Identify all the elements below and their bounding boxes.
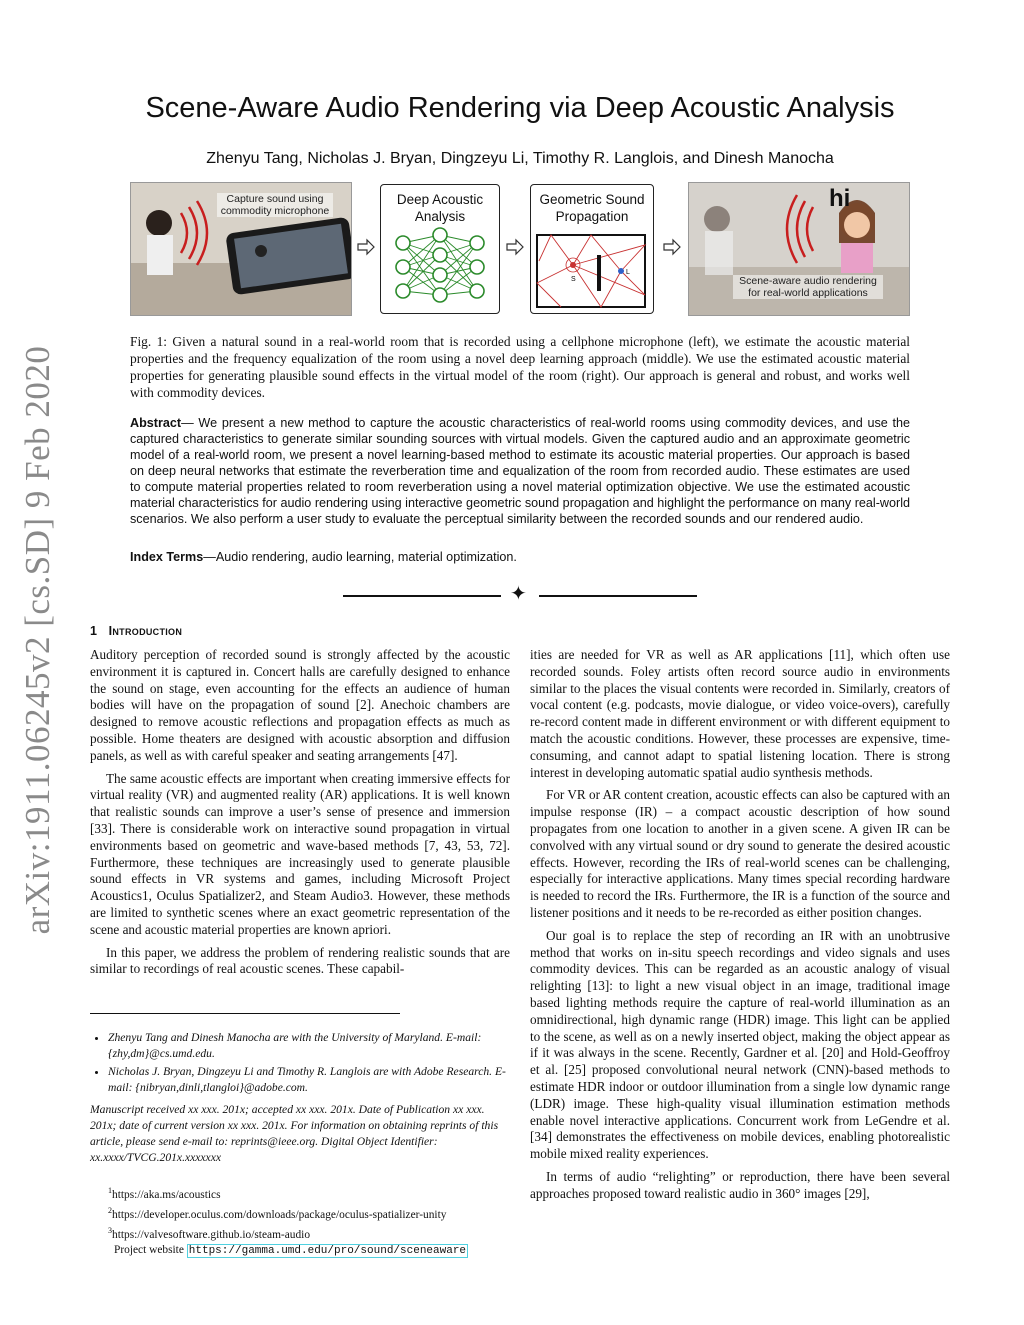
project-label: Project website (114, 1244, 184, 1257)
paragraph: In terms of audio “relighting” or reproduction, there have been several approaches proposed toward realistic audio in 360° images [29], (530, 1168, 950, 1201)
paragraph: In this paper, we address the problem of rendering realistic sounds that are similar to recordings of real acoustic scenes. These capabil- (90, 944, 510, 977)
paragraph: Our goal is to replace the step of recording an IR with an unobtrusive method that works on in-situ speech recordings and video signals and uses commodity devices. This can be regarded as an acoustic analogy of visual relighting [13]: to light a new visual object in an image, traditional image based lighting methods require the capture of real-world illumination as an omnidirectional, high dynamic range (HDR) image. This light can be applied to the scene, as well as on a newly inserted object, making the object appear as if it was always in the scene. Recently, Gardner et al. [20] and Hold-Geoffroy et al. [25] proposed convolutional neural network (CNN)-based methods to estimate HDR indoor or outdoor illumination from a single low dynamic range (LDR) image. These high-quality visual illumination estimation methods enable novel interactive applications. Concurrent work from LeGendre et al. [34] demonstrates the effectiveness on mobile devices, enabling photorealistic mobile mixed reality experiences. (530, 927, 950, 1162)
footnote: $^2$https://developer.oculus.com/downloads/package/oculus-spatializer-unity (108, 1205, 447, 1221)
index-terms (130, 550, 910, 564)
neural-network-icon (381, 225, 499, 315)
footnote-link[interactable]: https://valvesoftware.github.io/steam-audio (112, 1228, 311, 1241)
index-terms-label: Index Terms (130, 550, 204, 564)
figure-caption: Fig. 1: Given a natural sound in a real-world room that is recorded using a cellphone microphone (left), we estimate the acoustic material properties and the frequency equalization of the room using a novel deep learning approach (middle). We use the estimated acoustic material properties for generating plausible sound effects in the virtual model of the room (right). Our approach is general and robust, and works well with commodity devices. (130, 334, 910, 400)
index-terms-text: —Audio rendering, audio learning, material optimization. (203, 550, 517, 564)
divider-star-icon: ✦ (510, 583, 527, 605)
project-url-link[interactable]: https://gamma.umd.edu/pro/sound/sceneaware (188, 1245, 467, 1258)
paragraph: ities are needed for VR as well as AR applications [11], which often use recorded sounds. Foley artists often record source audio in environments similar to the places the visual contents were recorded in. Similarly, creators of vocal content (e.g. podcasts, movie dialogue, or video voice-overs), carefully re-record content made in different environment or with different equipment to match the acoustic conditions. However, these processes are expensive, time-consuming, and cannot adapt to spatial listening location. There is strong interest in developing automatic spatial audio synthesis methods. (530, 647, 950, 780)
abstract (130, 415, 910, 527)
sound-propagation-diagram (531, 225, 653, 315)
speech-bubble-text: hi (829, 185, 851, 212)
left-photo-label: Capture sound using commodity microphone (217, 193, 333, 217)
right-photo (688, 182, 910, 316)
footnotes (108, 1183, 528, 1259)
author-list: Zhenyu Tang, Nicholas J. Bryan, Dingzeyu Li, Timothy R. Langlois, and Dinesh Manocha (206, 150, 834, 167)
section-number: 1 (90, 624, 98, 638)
box2-title: Geometric Sound Propagation (539, 192, 645, 224)
paper-title: Scene-Aware Audio Rendering via Deep Acoustic Analysis (145, 92, 895, 124)
arxiv-identifier: arXiv:1911.06245v2 [cs.SD] 9 Feb 2020 (18, 345, 57, 935)
affiliation-item: • Zhenyu Tang and Dinesh Manocha are with the University of Maryland. E-mail: {zhy,dm}@cs.umd.edu. (108, 1030, 510, 1062)
left-photo (130, 182, 352, 316)
section-divider (343, 583, 697, 605)
arrow-icon (662, 237, 682, 257)
footnote-rule (90, 1013, 400, 1014)
arxiv-side-label (8, 0, 64, 1325)
geometric-sound-propagation-box (530, 184, 654, 314)
right-column (530, 647, 950, 1209)
source-marker: S (571, 276, 576, 283)
paragraph: The same acoustic effects are important when creating immersive effects for virtual reality (VR) and augmented reality (AR) applications. It is well known that realistic sounds can improve a user’s sense of presence and immersion [33]. There is considerable work on interactive sound propagation in virtual environments based on geometric and wave-based methods [7, 43, 53, 72]. Furthermore, these techniques are increasingly used to generate plausible sound effects in VR systems and games, including Microsoft Project Acoustics1, Oculus Spatializer2, and Steam Audio3. However, these methods are limited to synthetic scenes where an exact geometric representation of the scene and acoustic material properties are known apriori. (90, 770, 510, 937)
manuscript-info: Manuscript received xx xxx. 201x; accepted xx xxx. 201x. Date of Publication xx xxx. 201x; date of current version xx xxx. 201x. For information on obtaining reprints of this article, please send e-mail to: reprints@ieee.org. Digital Object Identifier: xx.xxxx/TVCG.201x.xxxxxxx (90, 1103, 499, 1164)
deep-acoustic-analysis-box (380, 184, 500, 314)
project-website (114, 1242, 528, 1259)
section-title: Introduction (108, 624, 183, 638)
footnote-link[interactable]: https://developer.oculus.com/downloads/package/oculus-spatializer-unity (112, 1208, 447, 1221)
paragraph: For VR or AR content creation, acoustic effects can also be captured with an impulse response (IR) – a compact acoustic description of how sound propagates from one location to another in a given scene. A given IR can be convolved with any virtual sound or dry sound to generate the desired acoustic effects. However, recording the IRs of real-world scenes can be challenging, especially for interactive applications. Many times special recording hardware is needed to record the IRs. Furthermore, the IR is a function of the source and listener positions and it needs to be re-recorded as either position changes. (530, 787, 950, 920)
left-column (90, 647, 510, 984)
paragraph: Auditory perception of recorded sound is strongly affected by the acoustic environment it is captured in. Concert halls are carefully designed to enhance the sound on stage, even accounting for the effects an audience of human bodies will have on the propagation of sound [2]. Anechoic chambers are designed to remove acoustic reflections and propagation effects as much as possible. Home theaters are designed with acoustic absorption and diffusion panels, as well as with careful speaker and seating arrangements [47]. (90, 647, 510, 763)
box1-title: Deep Acoustic Analysis (396, 192, 484, 224)
arrow-icon (356, 237, 376, 257)
listener-marker: L (626, 269, 630, 276)
affiliations (90, 1030, 510, 1098)
abstract-text: — We present a new method to capture the acoustic characteristics of real-world rooms using commodity devices, and use the captured characteristics to generate similar sounding sources with virtual models. Given the captured audio and an approximate geometric model of a real-world room, we present a novel learning-based method to estimate its acoustic material properties. Our approach is based on deep neural networks that estimate the reverberation time and equalization of the room from recorded audio. These estimates are used to compute material properties related to room reverberation using a novel material optimization objective. We use the estimated acoustic material characteristics for audio rendering using interactive geometric sound propagation and highlight the performance on many real-world scenarios. We also perform a user study to evaluate the perceptual similarity between the recorded sounds and our rendered audio. (130, 416, 910, 526)
arrow-icon (505, 237, 525, 257)
section-heading (90, 624, 182, 638)
abstract-label: Abstract (130, 416, 182, 430)
teaser-figure (130, 182, 910, 317)
footnote: $^3$https://valvesoftware.github.io/steam-audio (108, 1225, 311, 1241)
right-photo-label: Scene-aware audio rendering for real-world applications (733, 275, 883, 299)
footnote: $^1$https://aka.ms/acoustics (108, 1186, 221, 1201)
footnote-link[interactable]: https://aka.ms/acoustics (112, 1188, 221, 1201)
affiliation-item: • Nicholas J. Bryan, Dingzeyu Li and Timothy R. Langlois are with Adobe Research. E-mail: {nibryan,dinli,tlangloi}@adobe.com. (108, 1064, 510, 1096)
